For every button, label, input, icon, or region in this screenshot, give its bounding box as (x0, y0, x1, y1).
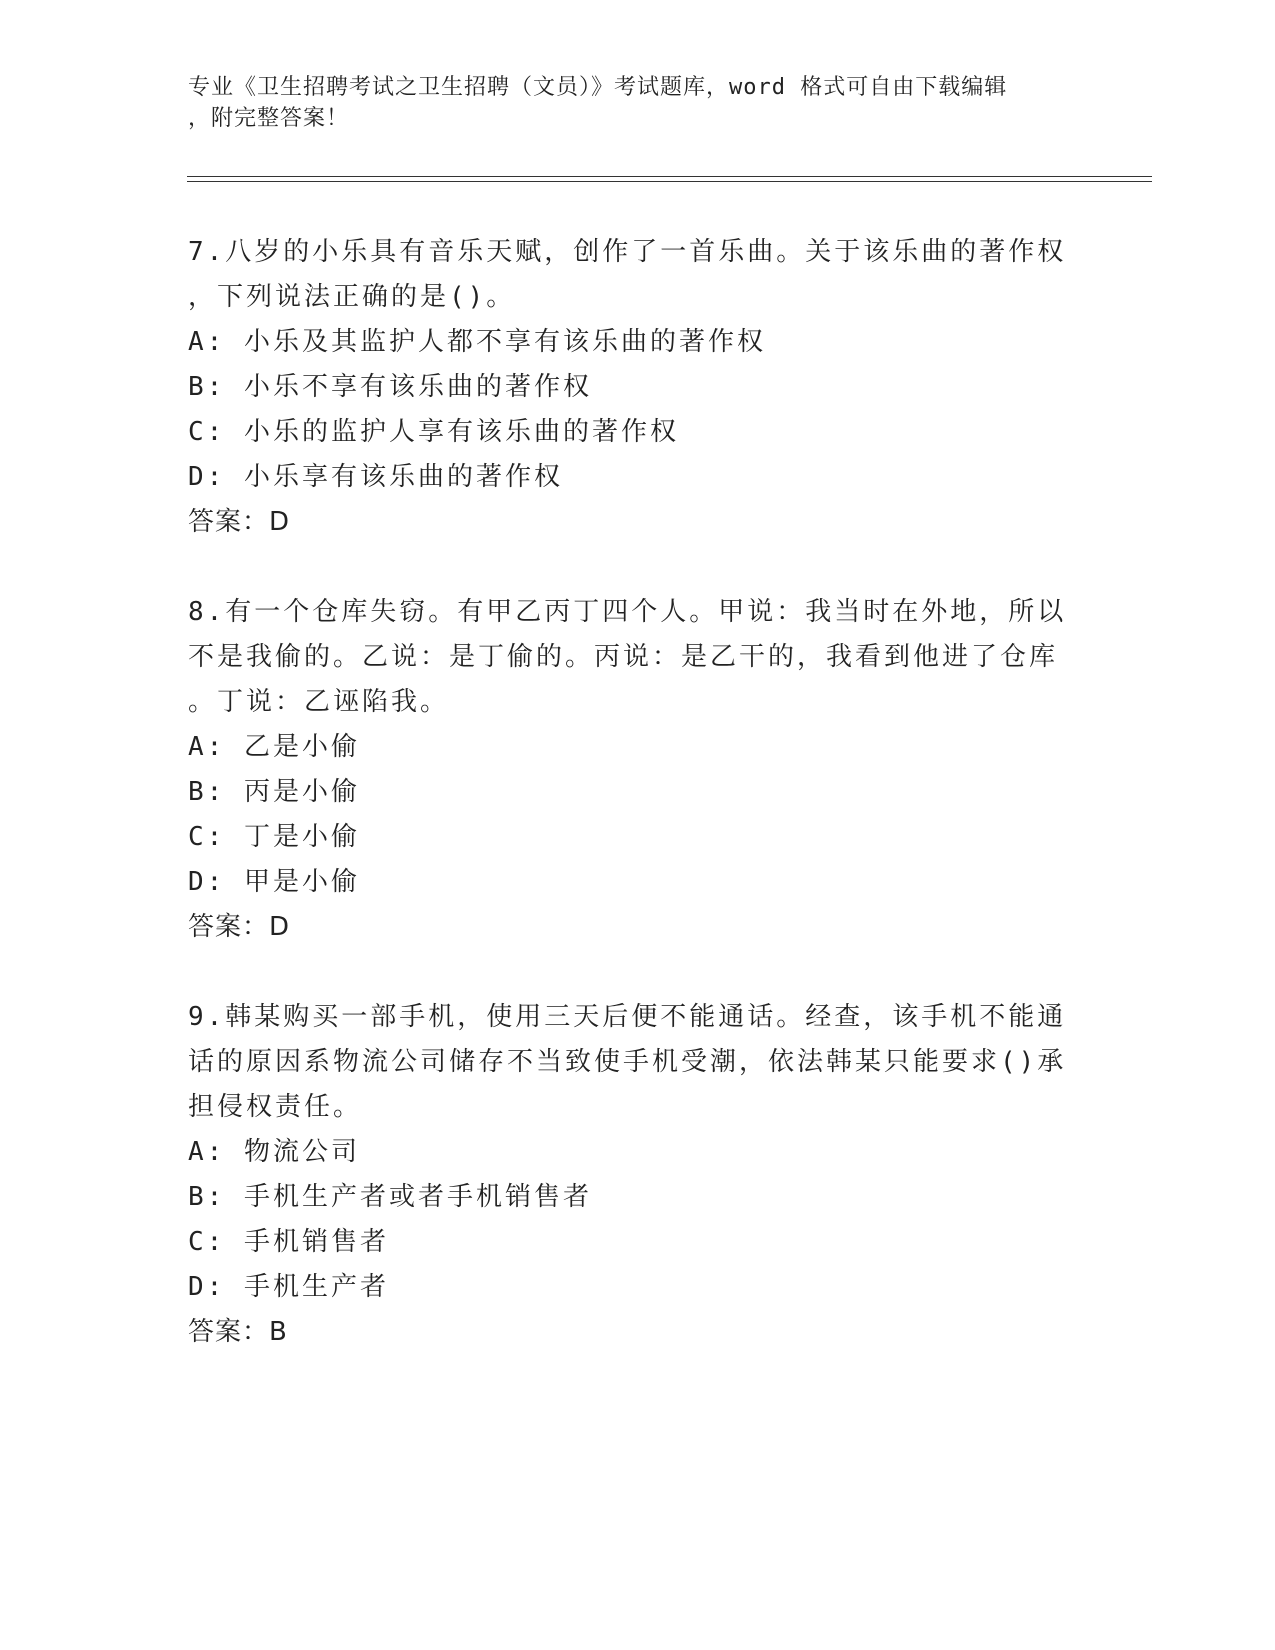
option-d: D: 小乐享有该乐曲的著作权 (188, 462, 563, 492)
option-c: C: 丁是小偷 (188, 822, 360, 852)
header-line-1: 专业《卫生招聘考试之卫生招聘（文员）》考试题库，word 格式可自由下载编辑 (188, 75, 1008, 100)
option-b: B: 手机生产者或者手机销售者 (188, 1182, 592, 1212)
question-stem-line: 。丁说：乙诬陷我。 (188, 687, 450, 717)
option-a: A: 物流公司 (188, 1137, 360, 1167)
answer-label: 答案：D (188, 507, 291, 537)
header-divider-top (187, 176, 1152, 177)
option-c: C: 小乐的监护人享有该乐曲的著作权 (188, 417, 679, 447)
option-b: B: 小乐不享有该乐曲的著作权 (188, 372, 592, 402)
option-c: C: 手机销售者 (188, 1227, 389, 1257)
header-line-2: ，附完整答案！ (188, 106, 350, 131)
question-stem-line: 担侵权责任。 (188, 1092, 363, 1122)
question-stem-line: 不是我偷的。乙说：是丁偷的。丙说：是乙干的，我看到他进了仓库 (188, 642, 1059, 672)
option-d: D: 手机生产者 (188, 1272, 389, 1302)
answer-label: 答案：D (188, 912, 291, 942)
option-a: A: 小乐及其监护人都不享有该乐曲的著作权 (188, 327, 766, 357)
question-stem-line: 话的原因系物流公司储存不当致使手机受潮，依法韩某只能要求()承 (188, 1047, 1067, 1077)
header-divider-bottom (187, 181, 1152, 182)
answer-label: 答案：B (188, 1317, 288, 1347)
option-b: B: 丙是小偷 (188, 777, 360, 807)
question-stem-line: 7.八岁的小乐具有音乐天赋，创作了一首乐曲。关于该乐曲的著作权 (188, 237, 1067, 267)
question-stem-line: 9.韩某购买一部手机，使用三天后便不能通话。经查，该手机不能通 (188, 1002, 1067, 1032)
option-d: D: 甲是小偷 (188, 867, 360, 897)
question-stem-line: 8.有一个仓库失窃。有甲乙丙丁四个人。甲说：我当时在外地，所以 (188, 597, 1067, 627)
option-a: A: 乙是小偷 (188, 732, 360, 762)
question-stem-line: ，下列说法正确的是()。 (188, 282, 516, 312)
